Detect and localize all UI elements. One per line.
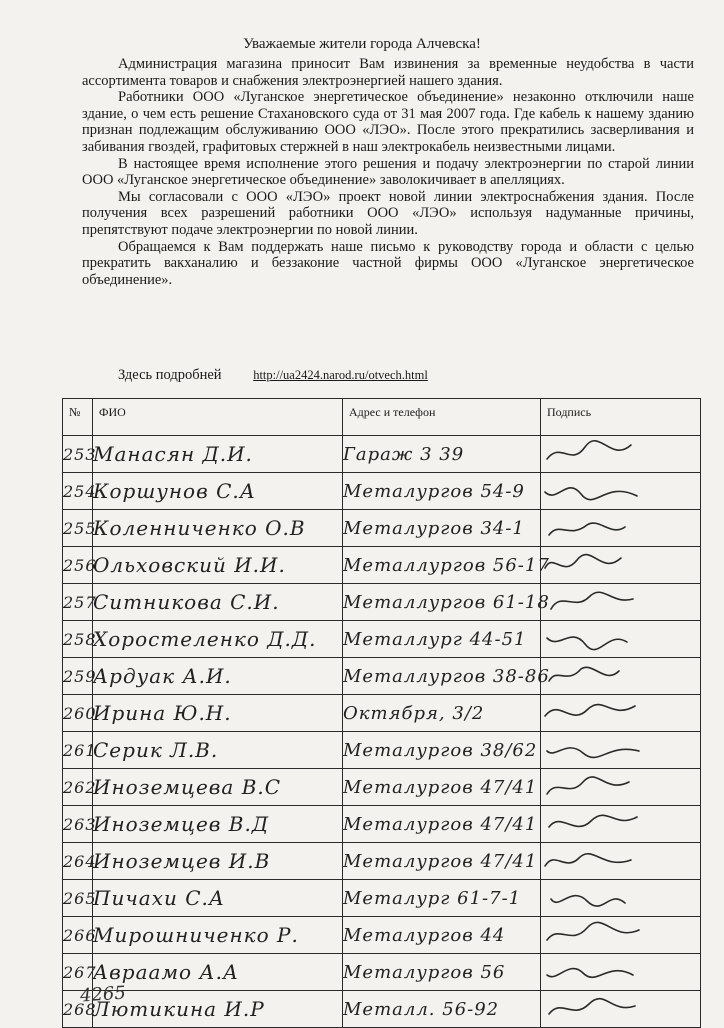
row-number: 262 (63, 769, 93, 806)
row-address: Металург 61-7-1 (343, 880, 541, 917)
row-name: Ольховский И.И. (93, 547, 343, 584)
row-number: 255 (63, 510, 93, 547)
letter-paragraph: Работники ООО «Луганское энергетическое объединение» незаконно отключили наше здание, о чем есть решение Стахановского суда от 31 мая 2007 года. Где кабель к нашему зданию признан подлежащим обслуживанию ООО «ЛЭО». После этого прекратились засверливания и забивания гвоздей, графитовых стержней в наш электрокабель неизвестными лицами. (82, 89, 694, 155)
table-row (63, 806, 701, 843)
row-number: 254 (63, 473, 93, 510)
row-number: 266 (63, 917, 93, 954)
row-name: Иноземцев И.В (93, 843, 343, 880)
handwritten-signature (541, 881, 651, 915)
row-number: 256 (63, 547, 93, 584)
table-row (63, 436, 701, 473)
handwritten-signature (541, 733, 651, 767)
row-name: Мирошниченко Р. (93, 917, 343, 954)
handwritten-signature (541, 918, 651, 952)
handwritten-signature (541, 659, 651, 693)
table-header-row (63, 399, 701, 436)
row-signature (541, 436, 701, 473)
row-number: 258 (63, 621, 93, 658)
row-address: Металлургов 38-86 (343, 658, 541, 695)
row-number: 267 (63, 954, 93, 991)
table-row (63, 658, 701, 695)
row-number: 261 (63, 732, 93, 769)
row-signature (541, 991, 701, 1028)
row-number: 259 (63, 658, 93, 695)
row-name: Ирина Ю.Н. (93, 695, 343, 732)
row-signature (541, 917, 701, 954)
signature-stroke (545, 555, 621, 568)
row-signature (541, 473, 701, 510)
header-name: ФИО (93, 399, 343, 436)
table-body (63, 436, 701, 1028)
row-address: Металургов 44 (343, 917, 541, 954)
table-row (63, 473, 701, 510)
row-address: Металургов 47/41 (343, 806, 541, 843)
table-row (63, 621, 701, 658)
row-number: 253 (63, 436, 93, 473)
table-row (63, 991, 701, 1028)
row-signature (541, 806, 701, 843)
row-name: Пичахи С.А (93, 880, 343, 917)
letter-body (82, 56, 694, 288)
handwritten-signature (541, 807, 651, 841)
handwritten-signature (541, 770, 651, 804)
handwritten-signature (541, 622, 651, 656)
row-number: 268 (63, 991, 93, 1028)
signature-stroke (547, 748, 639, 758)
row-signature (541, 695, 701, 732)
handwritten-signature (541, 548, 651, 582)
letter-heading: Уважаемые жители города Алчевска! (243, 36, 481, 52)
details-line (118, 367, 428, 384)
signature-stroke (551, 896, 625, 906)
row-name: Авраамо А.А (93, 954, 343, 991)
row-signature (541, 547, 701, 584)
row-name: Иноземцева В.С (93, 769, 343, 806)
handwritten-signature (541, 437, 651, 471)
row-signature (541, 510, 701, 547)
table-row (63, 695, 701, 732)
row-address: Металургов 47/41 (343, 769, 541, 806)
row-signature (541, 843, 701, 880)
table-row (63, 732, 701, 769)
header-address: Адрес и телефон (343, 399, 541, 436)
letter-paragraph: Мы согласовали с ООО «ЛЭО» проект новой линии электроснабжения здания. После получения всех разрешений работники ООО «ЛЭО» используя надуманные причины, препятствуют подаче электроэнергии по новой линии. (82, 188, 694, 238)
row-name: Ардуак А.И. (93, 658, 343, 695)
row-signature (541, 621, 701, 658)
row-name: Иноземцев В.Д (93, 806, 343, 843)
row-number: 257 (63, 584, 93, 621)
row-name: Коршунов С.А (93, 473, 343, 510)
signature-stroke (547, 441, 631, 459)
table-row (63, 954, 701, 991)
signature-stroke (545, 705, 635, 716)
letter-paragraph: Обращаемся к Вам поддержать наше письмо к руководству города и области с целью прекратить вакханалию и беззаконие частной фирмы ООО «Луганское энергетическое объединение». (82, 238, 694, 288)
row-name: Коленниченко О.В (93, 510, 343, 547)
row-name: Манасян Д.И. (93, 436, 343, 473)
row-name: Лютикина И.Р (93, 991, 343, 1028)
row-number: 260 (63, 695, 93, 732)
row-signature (541, 584, 701, 621)
row-address: Металургов 34-1 (343, 510, 541, 547)
row-signature (541, 954, 701, 991)
row-name: Серик Л.В. (93, 732, 343, 769)
row-address: Гараж 3 39 (343, 436, 541, 473)
signature-table (62, 398, 701, 1028)
signature-stroke (547, 922, 639, 940)
row-name: Хоростеленко Д.Д. (93, 621, 343, 658)
letter-paragraph: Администрация магазина приносит Вам извинения за временные неудобства в части ассортимента товаров и снабжения электроэнергией нашего здания. (82, 56, 694, 89)
signature-stroke (547, 637, 627, 650)
handwritten-signature (541, 511, 651, 545)
handwritten-signature (541, 474, 651, 508)
row-address: Металл. 56-92 (343, 991, 541, 1028)
row-address: Металлургов 61-18 (343, 584, 541, 621)
letter-paragraph: В настоящее время исполнение этого решения и подачу электроэнергии по старой линии ООО «Луганское энергетическое объединение» заволокичивает в апелляциях. (82, 155, 694, 189)
row-signature (541, 658, 701, 695)
signature-stroke (545, 854, 631, 866)
row-number: 263 (63, 806, 93, 843)
signature-stroke (549, 815, 637, 827)
row-address: Металургов 54-9 (343, 473, 541, 510)
row-name: Ситникова С.И. (93, 584, 343, 621)
signature-stroke (545, 488, 637, 500)
signature-stroke (549, 667, 619, 681)
details-label: Здесь подробней (118, 367, 222, 383)
table-row (63, 917, 701, 954)
header-number: № (63, 399, 93, 436)
table-row (63, 510, 701, 547)
row-address: Металургов 47/41 (343, 843, 541, 880)
row-address: Металлургов 56-17 (343, 547, 541, 584)
handwritten-signature (541, 696, 651, 730)
signature-stroke (547, 777, 629, 794)
row-signature (541, 769, 701, 806)
table-row (63, 843, 701, 880)
row-number: 264 (63, 843, 93, 880)
signature-stroke (549, 999, 635, 1014)
row-address: Металургов 56 (343, 954, 541, 991)
handwritten-signature (541, 585, 651, 619)
signature-stroke (549, 523, 625, 535)
row-signature (541, 732, 701, 769)
details-link[interactable]: http://ua2424.narod.ru/otvech.html (253, 368, 428, 382)
signature-stroke (547, 969, 633, 978)
row-number: 265 (63, 880, 93, 917)
row-signature (541, 880, 701, 917)
table-row (63, 769, 701, 806)
footer-note: 4265 (79, 982, 127, 1007)
table-row (63, 547, 701, 584)
signature-stroke (551, 592, 633, 609)
header-signature: Подпись (541, 399, 701, 436)
row-address: Металлург 44-51 (343, 621, 541, 658)
handwritten-signature (541, 955, 651, 989)
table-row (63, 880, 701, 917)
handwritten-signature (541, 992, 651, 1026)
row-address: Октября, 3/2 (343, 695, 541, 732)
handwritten-signature (541, 844, 651, 878)
table-row (63, 584, 701, 621)
row-address: Металургов 38/62 (343, 732, 541, 769)
